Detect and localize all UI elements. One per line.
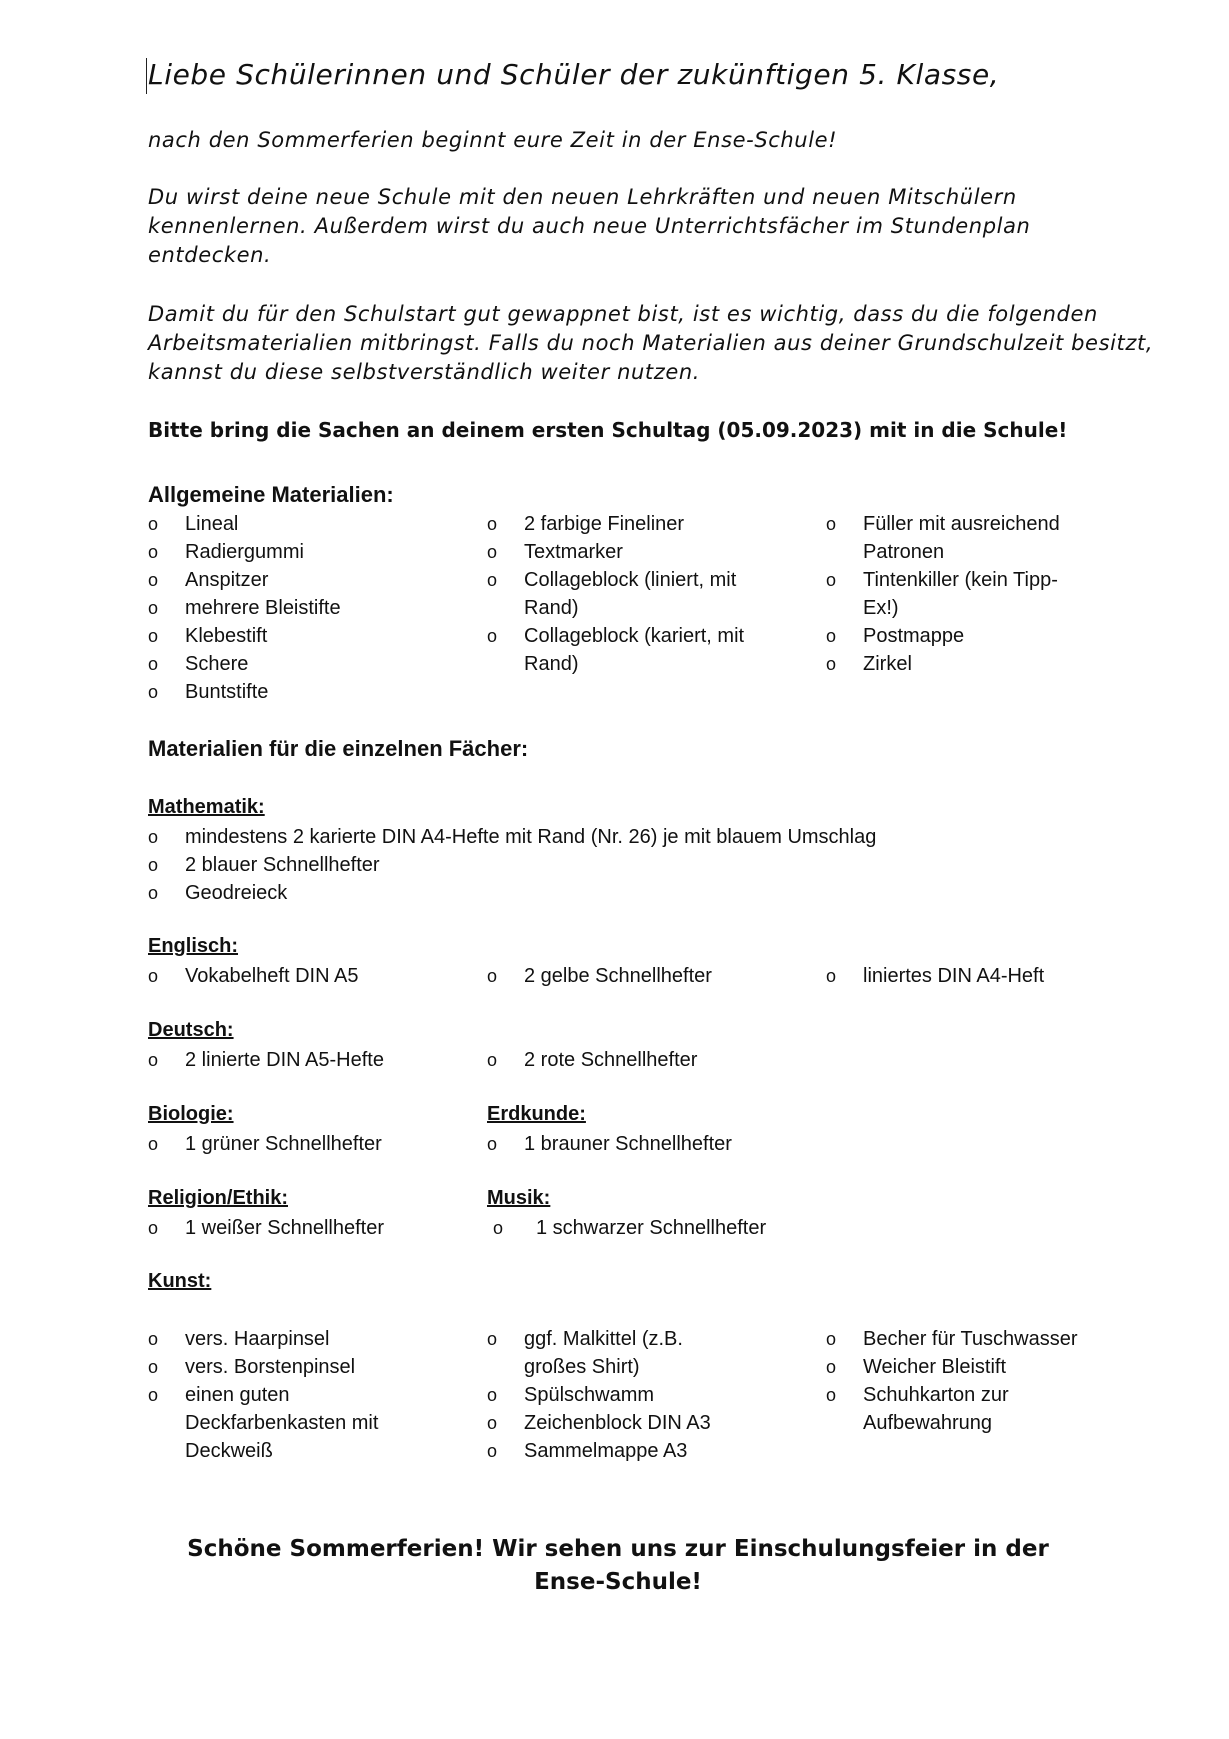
list-item: o 2 blauer Schnellhefter: [148, 851, 1108, 879]
list-item: o Schuhkarton zur Aufbewahrung: [826, 1381, 1096, 1437]
general-materials-col1: [148, 510, 448, 706]
list-item: o Tintenkiller (kein Tipp-Ex!): [826, 566, 1076, 622]
new-school-paragraph: Du wirst deine neue Schule mit den neuen Lehrkräften und neuen Mitschülern kennenlernen. Außerdem wirst du auch neue Unterrichtsfächer im Stundenplan entdecken.: [148, 185, 1031, 267]
list-item: o 2 rote Schnellhefter: [487, 1046, 787, 1074]
list-item: o 1 schwarzer Schnellhefter: [493, 1214, 813, 1242]
english-heading: Englisch:: [148, 935, 239, 957]
list-item: o liniertes DIN A4-Heft: [826, 962, 1106, 990]
music-heading: Musik:: [487, 1187, 551, 1209]
english-col2: [487, 962, 787, 990]
list-item: o vers. Borstenpinsel: [148, 1353, 408, 1381]
list-item: o Zirkel: [826, 650, 1076, 678]
biology-heading: Biologie:: [148, 1103, 234, 1125]
general-materials-col2: [487, 510, 757, 678]
list-item: o Postmappe: [826, 622, 1076, 650]
art-col3: [826, 1325, 1096, 1437]
math-list: [148, 823, 1108, 907]
list-item: o Radiergummi: [148, 538, 448, 566]
intro-paragraph: nach den Sommerferien beginnt eure Zeit in der Ense-Schule!: [148, 128, 838, 152]
math-heading: Mathematik:: [148, 796, 265, 818]
list-item: o Lineal: [148, 510, 448, 538]
list-item: o Klebestift: [148, 622, 448, 650]
greeting: Liebe Schülerinnen und Schüler der zukünftigen 5. Klasse,: [148, 58, 1000, 91]
list-item: o Vokabelheft DIN A5: [148, 962, 448, 990]
religion-list: [148, 1214, 448, 1242]
list-item: o 1 grüner Schnellhefter: [148, 1130, 448, 1158]
list-item: o Zeichenblock DIN A3: [487, 1409, 742, 1437]
closing-message: Schöne Sommerferien! Wir sehen uns zur Einschulungsfeier in der Ense-Schule!: [187, 1536, 1049, 1595]
biology-list: [148, 1130, 448, 1158]
list-item: o 1 weißer Schnellhefter: [148, 1214, 448, 1242]
list-item: o Collageblock (liniert, mit Rand): [487, 566, 757, 622]
text-cursor: [146, 58, 147, 94]
list-item: o ggf. Malkittel (z.B. großes Shirt): [487, 1325, 742, 1381]
first-day-notice: Bitte bring die Sachen an deinem ersten Schultag (05.09.2023) mit in die Schule!: [148, 418, 1068, 442]
list-item: o Geodreieck: [148, 879, 1108, 907]
list-item: o Anspitzer: [148, 566, 448, 594]
subjects-heading: Materialien für die einzelnen Fächer:: [148, 736, 529, 761]
list-item: o Collageblock (kariert, mit Rand): [487, 622, 757, 678]
list-item: o vers. Haarpinsel: [148, 1325, 408, 1353]
art-heading: Kunst:: [148, 1270, 212, 1292]
list-item: o Weicher Bleistift: [826, 1353, 1096, 1381]
german-col2: [487, 1046, 787, 1074]
general-materials-heading: Allgemeine Materialien:: [148, 482, 394, 507]
list-item: o mehrere Bleistifte: [148, 594, 448, 622]
list-item: o Schere: [148, 650, 448, 678]
german-col1: [148, 1046, 448, 1074]
geography-heading: Erdkunde:: [487, 1103, 586, 1125]
german-heading: Deutsch:: [148, 1019, 234, 1041]
english-col3: [826, 962, 1106, 990]
list-item: o Spülschwamm: [487, 1381, 742, 1409]
materials-paragraph: Damit du für den Schulstart gut gewappnet bist, ist es wichtig, dass du die folgenden Arbeitsmaterialien mitbringst. Falls du noch Materialien aus deiner Grundschulzeit besitzt, kannst du diese selbstverständlich weiter nutzen.: [148, 302, 1154, 384]
list-item: o Füller mit ausreichend Patronen: [826, 510, 1076, 566]
list-item: o Textmarker: [487, 538, 757, 566]
list-item: o 2 gelbe Schnellhefter: [487, 962, 787, 990]
list-item: o einen guten Deckfarbenkasten mit Deckweiß: [148, 1381, 408, 1465]
english-col1: [148, 962, 448, 990]
art-col2: [487, 1325, 742, 1465]
list-item: o Becher für Tuschwasser: [826, 1325, 1096, 1353]
list-item: o mindestens 2 karierte DIN A4-Hefte mit Rand (Nr. 26) je mit blauem Umschlag: [148, 823, 1108, 851]
art-col1: [148, 1325, 408, 1465]
list-item: o Sammelmappe A3: [487, 1437, 742, 1465]
religion-heading: Religion/Ethik:: [148, 1187, 288, 1209]
list-item: o Buntstifte: [148, 678, 448, 706]
list-item: o 1 brauner Schnellhefter: [487, 1130, 787, 1158]
general-materials-col3: [826, 510, 1076, 678]
list-item: o 2 linierte DIN A5-Hefte: [148, 1046, 448, 1074]
geography-list: [487, 1130, 787, 1158]
list-item: o 2 farbige Fineliner: [487, 510, 757, 538]
music-list: [493, 1214, 813, 1242]
